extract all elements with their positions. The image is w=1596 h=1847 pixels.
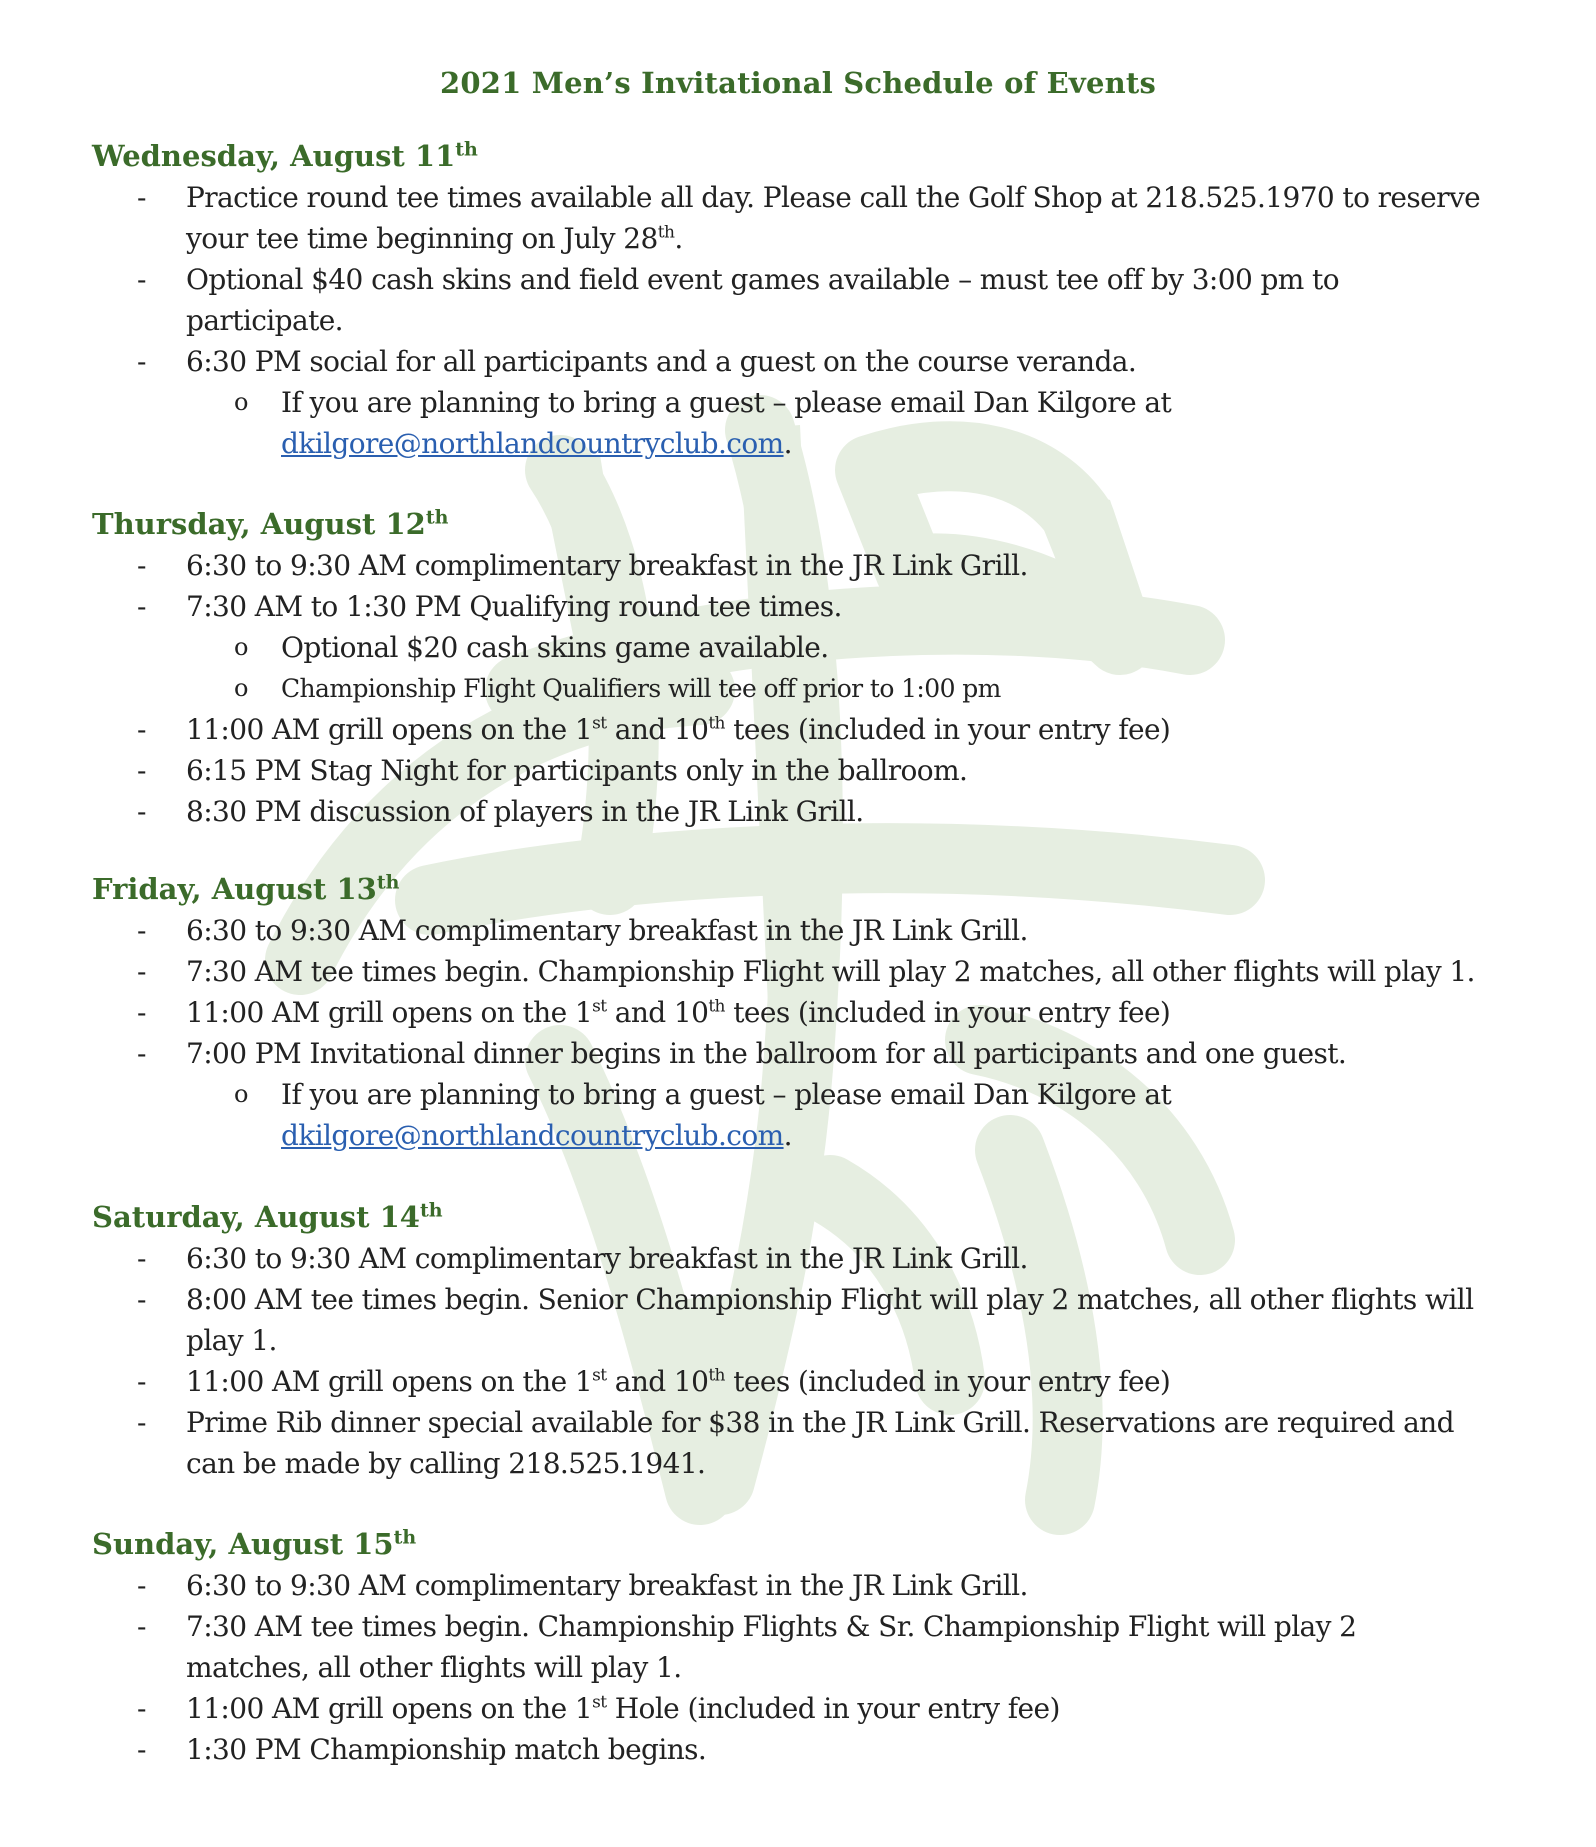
text-line (186, 750, 1512, 791)
text-line (186, 586, 1512, 627)
day-section (92, 1197, 1512, 1484)
text-run: play 1. (186, 1324, 277, 1357)
event-sub-item (92, 627, 1512, 668)
circle-bullet-icon: o (234, 388, 248, 416)
event-list (92, 910, 1512, 1156)
text-run: . (783, 427, 792, 460)
text-run: 7:30 AM to 1:30 PM Qualifying round tee times. (186, 590, 842, 623)
dash-bullet-icon: - (137, 263, 146, 296)
text-line (186, 1361, 1512, 1402)
text-run: If you are planning to bring a guest – please email Dan Kilgore at (281, 1078, 1172, 1111)
day-heading (92, 1524, 1512, 1565)
text-run: matches, all other flights will play 1. (186, 1651, 682, 1684)
event-item (92, 341, 1512, 382)
text-run: If you are planning to bring a guest – please email Dan Kilgore at (281, 386, 1172, 419)
event-item (92, 750, 1512, 791)
text-line (186, 1238, 1512, 1279)
dash-bullet-icon: - (137, 1365, 146, 1398)
text-line (186, 709, 1512, 750)
dash-bullet-icon: - (137, 345, 146, 378)
ordinal-suffix: st (592, 713, 607, 734)
event-list (92, 545, 1512, 832)
event-item (92, 177, 1512, 259)
day-section (92, 504, 1512, 832)
dash-bullet-icon: - (137, 549, 146, 582)
event-item (92, 791, 1512, 832)
text-run: Practice round tee times available all day. Please call the Golf Shop at 218.525.1970 to reserve (186, 181, 1481, 214)
day-section (92, 1524, 1512, 1770)
text-run: 11:00 AM grill opens on the 1 (186, 996, 593, 1029)
event-item (92, 586, 1512, 627)
text-run: 11:00 AM grill opens on the 1 (186, 713, 593, 746)
day-heading-text: Wednesday, August 11 (92, 139, 456, 173)
day-heading-text: Friday, August 13 (92, 872, 377, 906)
event-item (92, 951, 1512, 992)
dash-bullet-icon: - (137, 590, 146, 623)
day-section (92, 136, 1512, 464)
day-heading-text: Saturday, August 14 (92, 1200, 420, 1234)
text-line (186, 545, 1512, 586)
dash-bullet-icon: - (137, 1610, 146, 1643)
text-line (281, 627, 1512, 668)
text-line (186, 259, 1512, 300)
text-line (186, 992, 1512, 1033)
text-run: Optional $20 cash skins game available. (281, 631, 829, 664)
circle-bullet-icon: o (234, 633, 248, 661)
dash-bullet-icon: - (137, 955, 146, 988)
event-item (92, 259, 1512, 341)
circle-bullet-icon: o (234, 1080, 248, 1108)
ordinal-suffix: st (592, 996, 607, 1017)
ordinal-suffix: th (393, 1526, 417, 1549)
dash-bullet-icon: - (137, 1406, 146, 1439)
ordinal-suffix: th (376, 871, 400, 894)
dash-bullet-icon: - (137, 754, 146, 787)
event-item (92, 992, 1512, 1033)
event-item (92, 1565, 1512, 1606)
text-line (186, 177, 1512, 218)
dash-bullet-icon: - (137, 795, 146, 828)
text-run: 7:30 AM tee times begin. Championship Flight will play 2 matches, all other flights will play 1. (186, 955, 1475, 988)
text-line (186, 341, 1512, 382)
event-item (92, 709, 1512, 750)
text-line (186, 1402, 1512, 1443)
text-run: 11:00 AM grill opens on the 1 (186, 1692, 593, 1725)
dash-bullet-icon: - (137, 1569, 146, 1602)
text-line (186, 1565, 1512, 1606)
text-run: 1:30 PM Championship match begins. (186, 1733, 707, 1766)
text-run: tees (included in your entry fee) (724, 713, 1171, 746)
text-run: 7:30 AM tee times begin. Championship Flights & Sr. Championship Flight will play 2 (186, 1610, 1357, 1643)
text-line (281, 1074, 1512, 1115)
dash-bullet-icon: - (137, 181, 146, 214)
dash-bullet-icon: - (137, 914, 146, 947)
text-run: can be made by calling 218.525.1941. (186, 1447, 706, 1480)
text-line (186, 1606, 1512, 1647)
text-run: Championship Flight Qualifiers will tee off prior to 1:00 pm (281, 674, 1001, 703)
text-run: 11:00 AM grill opens on the 1 (186, 1365, 593, 1398)
event-sub-item (92, 668, 1512, 709)
text-line (281, 382, 1512, 423)
event-list (92, 177, 1512, 464)
text-run: Prime Rib dinner special available for $38 in the JR Link Grill. Reservations are required and (186, 1406, 1454, 1439)
text-run: 6:15 PM Stag Night for participants only in the ballroom. (186, 754, 968, 787)
dash-bullet-icon: - (137, 1733, 146, 1766)
ordinal-suffix: th (657, 222, 675, 243)
text-line (281, 1115, 1512, 1156)
text-run: tees (included in your entry fee) (724, 1365, 1171, 1398)
dash-bullet-icon: - (137, 1037, 146, 1070)
text-run: 8:00 AM tee times begin. Senior Championship Flight will play 2 matches, all other flights will (186, 1283, 1474, 1316)
text-line (186, 300, 1512, 341)
text-run: and 10 (606, 996, 709, 1029)
event-item (92, 545, 1512, 586)
text-line (281, 668, 1512, 709)
text-line (281, 423, 1512, 464)
text-line (186, 791, 1512, 832)
text-run: 6:30 to 9:30 AM complimentary breakfast in the JR Link Grill. (186, 914, 1028, 947)
event-item (92, 910, 1512, 951)
text-line (186, 910, 1512, 951)
text-line (186, 1729, 1512, 1770)
dash-bullet-icon: - (137, 996, 146, 1029)
day-heading (92, 504, 1512, 545)
ordinal-suffix: th (425, 506, 449, 529)
ordinal-suffix: th (455, 138, 478, 161)
ordinal-suffix: th (708, 713, 725, 734)
event-item (92, 1606, 1512, 1688)
text-line (186, 1443, 1512, 1484)
day-heading (92, 136, 1512, 177)
event-item (92, 1361, 1512, 1402)
event-sub-item (92, 1074, 1512, 1156)
text-run: . (674, 222, 683, 255)
event-sub-item (92, 382, 1512, 464)
event-item (92, 1688, 1512, 1729)
day-heading-text: Sunday, August 15 (92, 1527, 394, 1561)
text-line (186, 218, 1512, 259)
text-run: . (783, 1119, 792, 1152)
event-item (92, 1033, 1512, 1074)
email-link[interactable]: dkilgore@northlandcountryclub.com (281, 427, 784, 460)
text-run: 6:30 to 9:30 AM complimentary breakfast in the JR Link Grill. (186, 1569, 1028, 1602)
ordinal-suffix: th (419, 1199, 443, 1222)
text-run: Hole (included in your entry fee) (606, 1692, 1060, 1725)
ordinal-suffix: st (592, 1692, 607, 1713)
day-section (92, 869, 1512, 1156)
text-run: tees (included in your entry fee) (724, 996, 1171, 1029)
circle-bullet-icon: o (234, 674, 248, 702)
text-run: and 10 (606, 1365, 709, 1398)
event-item (92, 1729, 1512, 1770)
day-heading (92, 1197, 1512, 1238)
text-line (186, 1320, 1512, 1361)
text-line (186, 1647, 1512, 1688)
event-list (92, 1565, 1512, 1770)
text-run: 7:00 PM Invitational dinner begins in the ballroom for all participants and one guest. (186, 1037, 1347, 1070)
ordinal-suffix: th (708, 1365, 725, 1386)
text-run: and 10 (606, 713, 709, 746)
text-run: 6:30 to 9:30 AM complimentary breakfast in the JR Link Grill. (186, 1242, 1028, 1275)
text-line (186, 1033, 1512, 1074)
dash-bullet-icon: - (137, 1283, 146, 1316)
text-run: Optional $40 cash skins and field event games available – must tee off by 3:00 pm to (186, 263, 1339, 296)
text-run: 8:30 PM discussion of players in the JR Link Grill. (186, 795, 864, 828)
page-title: 2021 Men’s Invitational Schedule of Events (440, 66, 1156, 100)
event-item (92, 1238, 1512, 1279)
day-heading (92, 869, 1512, 910)
text-run: 6:30 PM social for all participants and a guest on the course veranda. (186, 345, 1137, 378)
ordinal-suffix: th (708, 996, 725, 1017)
ordinal-suffix: st (592, 1365, 607, 1386)
text-run: 6:30 to 9:30 AM complimentary breakfast in the JR Link Grill. (186, 549, 1028, 582)
dash-bullet-icon: - (137, 1692, 146, 1725)
dash-bullet-icon: - (137, 1242, 146, 1275)
email-link[interactable]: dkilgore@northlandcountryclub.com (281, 1119, 784, 1152)
event-item (92, 1279, 1512, 1361)
text-line (186, 1688, 1512, 1729)
text-run: participate. (186, 304, 343, 337)
text-run: your tee time beginning on July 28 (186, 222, 658, 255)
text-line (186, 951, 1512, 992)
day-heading-text: Thursday, August 12 (92, 507, 426, 541)
dash-bullet-icon: - (137, 713, 146, 746)
event-list (92, 1238, 1512, 1484)
event-item (92, 1402, 1512, 1484)
text-line (186, 1279, 1512, 1320)
